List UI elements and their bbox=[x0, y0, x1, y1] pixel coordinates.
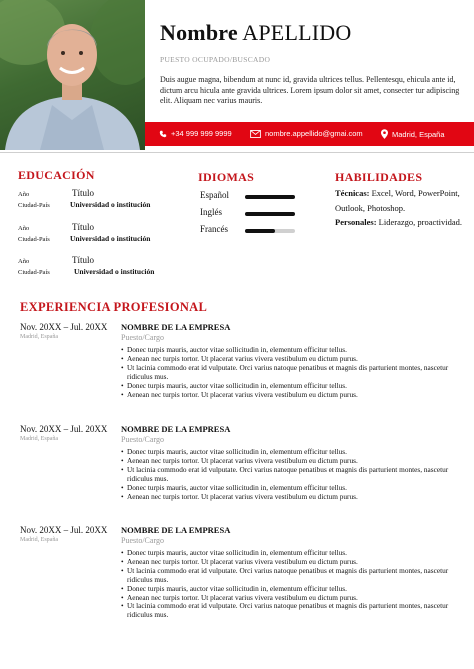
language-item bbox=[200, 190, 310, 204]
job-bullet: • Ut lacinia commodo erat id vulputate. Orci varius natoque penatibus et magnis dis parturient montes, nascetur ridiculus mus. bbox=[121, 567, 461, 585]
education-place: Ciudad-País bbox=[18, 269, 50, 276]
job-bullet: • Aenean nec turpis tortor. Ut placerat varius vivera vestibulum eu dictum purus. bbox=[121, 493, 461, 502]
skills-personal: Liderazgo, proactividad. bbox=[378, 217, 462, 227]
job-bullet: • Aenean nec turpis tortor. Ut placerat varius vivera vestibulum eu dictum purus. bbox=[121, 594, 461, 603]
language-item bbox=[200, 224, 310, 238]
education-institution: Universidad o institución bbox=[74, 267, 155, 276]
job-bullet: • Donec turpis mauris, auctor vitae sollicitudin in, elementum efficitur tellus. bbox=[121, 382, 461, 391]
education-item bbox=[18, 222, 188, 250]
skills-technical-label: Técnicas: bbox=[335, 188, 370, 198]
email-address[interactable]: nombre.appellido@gmai.com bbox=[265, 129, 363, 138]
education-item bbox=[18, 188, 188, 216]
job-dates: Nov. 20XX – Jul. 20XX bbox=[20, 322, 108, 332]
job-bullet: • Aenean nec turpis tortor. Ut placerat varius vivera vestibulum eu dictum purus. bbox=[121, 457, 461, 466]
experience-heading: EXPERIENCIA PROFESIONAL bbox=[20, 300, 208, 314]
job-location: Madrid, España bbox=[20, 436, 58, 442]
language-level-bar bbox=[245, 229, 295, 233]
education-degree: Título bbox=[72, 188, 94, 198]
contact-email bbox=[250, 129, 363, 138]
job-dates: Nov. 20XX – Jul. 20XX bbox=[20, 525, 108, 535]
profile-summary: Duis augue magna, bibendum at nunc id, gravida ultrices tellus. Pellentesqu, ehicula ante id, dictum arcu hicula ante gravida ultrices. Lorem ipsum dolor sit amet, consecter tur adipiscing elit. Aliquam nec varius mauris. bbox=[160, 75, 460, 105]
skills-list bbox=[335, 186, 470, 230]
skills-heading: HABILIDADES bbox=[335, 170, 423, 184]
contact-location bbox=[381, 129, 445, 139]
contact-bar bbox=[145, 122, 474, 146]
job-bullet: • Donec turpis mauris, auctor vitae sollicitudin in, elementum efficitur tellus. bbox=[121, 448, 461, 457]
job-company: NOMBRE DE LA EMPRESA bbox=[121, 322, 231, 332]
job-company: NOMBRE DE LA EMPRESA bbox=[121, 424, 231, 434]
education-year: Año bbox=[18, 258, 30, 265]
education-place: Ciudad-País bbox=[18, 236, 50, 243]
language-level-fill bbox=[245, 229, 275, 233]
education-degree: Título bbox=[72, 255, 94, 265]
job-bullet: • Aenean nec turpis tortor. Ut placerat varius vivera vestibulum eu dictum purus. bbox=[121, 355, 461, 364]
job-bullets bbox=[121, 448, 461, 501]
phone-icon bbox=[159, 130, 167, 138]
job-entry bbox=[20, 424, 470, 514]
candidate-name bbox=[160, 20, 351, 46]
education-place: Ciudad-País bbox=[18, 202, 50, 209]
job-bullets bbox=[121, 346, 461, 399]
job-dates: Nov. 20XX – Jul. 20XX bbox=[20, 424, 108, 434]
location-text: Madrid, España bbox=[392, 129, 445, 139]
language-level-fill bbox=[245, 195, 295, 199]
education-institution: Universidad o institución bbox=[70, 234, 151, 243]
profile-photo-illustration bbox=[0, 0, 145, 150]
job-company: NOMBRE DE LA EMPRESA bbox=[121, 525, 231, 535]
education-heading: EDUCACIÓN bbox=[18, 168, 95, 182]
phone-number: +34 999 999 9999 bbox=[171, 129, 232, 138]
cv-header bbox=[0, 0, 474, 150]
education-year: Año bbox=[18, 225, 30, 232]
skills-technical: Excel, Word, PowerPoint, Outlook, Photoshop. bbox=[335, 188, 460, 213]
job-bullet: • Donec turpis mauris, auctor vitae sollicitudin in, elementum efficitur tellus. bbox=[121, 549, 461, 558]
contact-phone bbox=[159, 129, 232, 138]
language-item bbox=[200, 207, 310, 221]
job-bullet: • Donec turpis mauris, auctor vitae sollicitudin in, elementum efficitur tellus. bbox=[121, 585, 461, 594]
job-role: Puesto/Cargo bbox=[121, 333, 164, 342]
envelope-icon bbox=[250, 130, 261, 138]
job-bullet: • Aenean nec turpis tortor. Ut placerat varius vivera vestibulum eu dictum purus. bbox=[121, 558, 461, 567]
job-location: Madrid, España bbox=[20, 334, 58, 340]
last-name: APELLIDO bbox=[242, 20, 352, 45]
skills-personal-label: Personales: bbox=[335, 217, 377, 227]
job-entry bbox=[20, 525, 470, 665]
language-name: Español bbox=[200, 190, 229, 200]
header-divider bbox=[0, 152, 474, 153]
job-bullet: • Donec turpis mauris, auctor vitae sollicitudin in, elementum efficitur tellus. bbox=[121, 346, 461, 355]
job-location: Madrid, España bbox=[20, 537, 58, 543]
job-role: Puesto/Cargo bbox=[121, 536, 164, 545]
map-pin-icon bbox=[381, 129, 388, 139]
job-role: Puesto/Cargo bbox=[121, 435, 164, 444]
job-bullet: • Donec turpis mauris, auctor vitae sollicitudin in, elementum efficitur tellus. bbox=[121, 484, 461, 493]
language-name: Inglés bbox=[200, 207, 222, 217]
education-year: Año bbox=[18, 191, 30, 198]
job-bullet: • Ut lacinia commodo erat id vulputate. Orci varius natoque penatibus et magnis dis parturient montes, nascetur ridiculus mus. bbox=[121, 602, 461, 620]
languages-heading: IDIOMAS bbox=[198, 170, 255, 184]
job-bullets bbox=[121, 549, 461, 620]
language-level-fill bbox=[245, 212, 295, 216]
education-degree: Título bbox=[72, 222, 94, 232]
job-bullet: • Aenean nec turpis tortor. Ut placerat varius vivera vestibulum eu dictum purus. bbox=[121, 391, 461, 400]
language-level-bar bbox=[245, 195, 295, 199]
language-name: Francés bbox=[200, 224, 228, 234]
profile-photo bbox=[0, 0, 145, 150]
job-title: PUESTO OCUPADO/BUSCADO bbox=[160, 55, 271, 64]
job-bullet: • Ut lacinia commodo erat id vulputate. Orci varius natoque penatibus et magnis dis parturient montes, nascetur ridiculus mus. bbox=[121, 466, 461, 484]
job-bullet: • Ut lacinia commodo erat id vulputate. Orci varius natoque penatibus et magnis dis parturient montes, nascetur ridiculus mus. bbox=[121, 364, 461, 382]
language-level-bar bbox=[245, 212, 295, 216]
education-institution: Universidad o institución bbox=[70, 200, 151, 209]
education-item bbox=[18, 255, 188, 283]
job-entry bbox=[20, 322, 470, 412]
first-name: Nombre bbox=[160, 20, 238, 45]
